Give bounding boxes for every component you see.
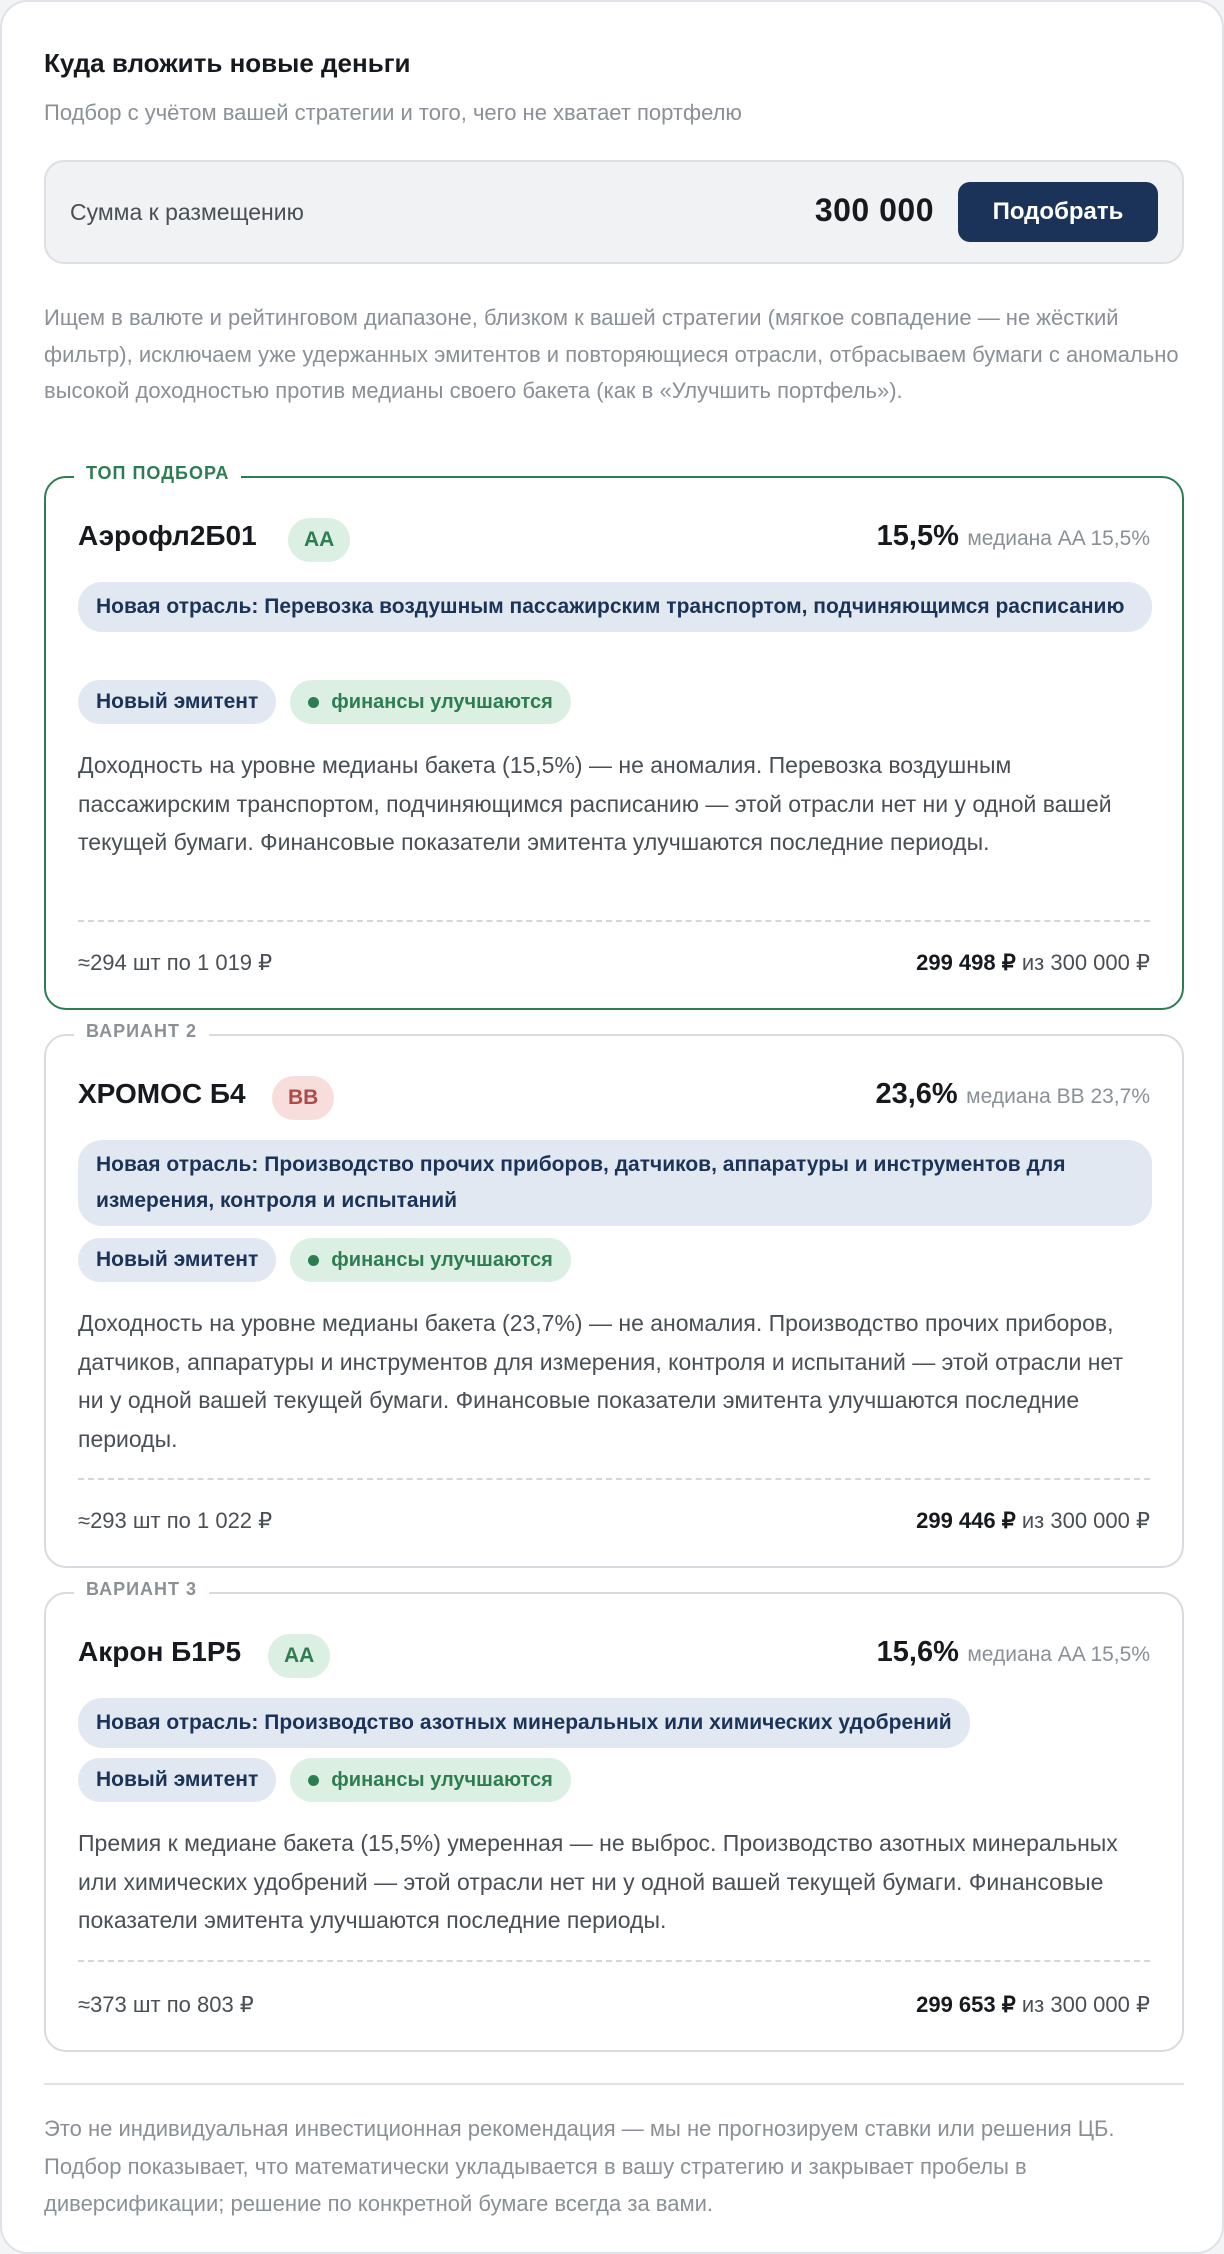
total-text — [916, 1508, 1150, 1534]
bond-name: ХРОМОС Б4 — [78, 1078, 246, 1109]
new-issuer-tag: Новый эмитент — [78, 1238, 276, 1282]
total-of: из 300 000 ₽ — [1021, 950, 1150, 975]
bond-description: Доходность на уровне медианы бакета (23,7%) — не аномалия. Производство прочих приборов, датчиков, аппаратуры и инструментов для измерения, контроля и испытаний — этой отрасли нет ни у одной вашей текущей бумаги. Финансовые показатели эмитента улучшаются последние периоды. — [78, 1310, 1123, 1452]
page-title: Куда вложить новые деньги — [44, 48, 411, 78]
page-subtitle: Подбор с учётом вашей стратегии и того, чего не хватает портфелю — [44, 100, 742, 125]
quantity-text: ≈373 шт по 803 ₽ — [78, 1992, 254, 2017]
status-dot-icon — [308, 697, 319, 708]
finance-improving-tag — [290, 680, 571, 724]
yield-block — [877, 520, 1150, 553]
new-issuer-tag: Новый эмитент — [78, 1758, 276, 1802]
bucket-median: медиана AA 15,5% — [967, 527, 1150, 550]
bond-yield: 23,6% — [875, 1078, 958, 1110]
finance-tag-label: финансы улучшаются — [331, 690, 553, 713]
quantity-text: ≈293 шт по 1 022 ₽ — [78, 1508, 273, 1533]
tag-row — [78, 1758, 571, 1802]
amount-input[interactable]: 300 000 — [814, 192, 934, 228]
finance-tag-label: финансы улучшаются — [331, 1768, 553, 1791]
yield-block — [875, 1078, 1150, 1111]
quantity-text: ≈294 шт по 1 019 ₽ — [78, 950, 273, 975]
status-dot-icon — [308, 1775, 319, 1786]
total-of: из 300 000 ₽ — [1021, 1508, 1150, 1533]
amount-box — [44, 160, 1184, 264]
rating-badge: AA — [268, 1634, 330, 1678]
total-of: из 300 000 ₽ — [1021, 1992, 1150, 2017]
total-text — [916, 950, 1150, 976]
card-legend: ВАРИАНТ 2 — [74, 1021, 209, 1042]
card-header — [78, 1634, 1150, 1678]
rating-badge: BB — [272, 1076, 334, 1120]
total-amount: 299 446 ₽ — [916, 1508, 1016, 1533]
total-amount: 299 498 ₽ — [916, 950, 1016, 975]
card-header — [78, 1076, 1150, 1120]
bond-name: Аэрофл2Б01 — [78, 520, 257, 551]
yield-block — [877, 1636, 1150, 1669]
bond-yield: 15,5% — [876, 520, 959, 552]
bucket-median: медиана BB 23,7% — [966, 1085, 1150, 1108]
sector-badge: Новая отрасль: Производство прочих приборов, датчиков, аппаратуры и инструментов для измерения, контроля и испытаний — [78, 1140, 1152, 1226]
bond-description: Доходность на уровне медианы бакета (15,5%) — не аномалия. Перевозка воздушным пассажирским транспортом, подчиняющимся расписанию — этой отрасли нет ни у одной вашей текущей бумаги. Финансовые показатели эмитента улучшаются последние периоды. — [78, 752, 1112, 855]
rating-badge: AA — [288, 518, 350, 562]
card-divider — [78, 920, 1150, 922]
new-issuer-tag: Новый эмитент — [78, 680, 276, 724]
tag-row — [78, 680, 571, 724]
bond-yield: 15,6% — [876, 1636, 959, 1668]
bond-description: Премия к медиане бакета (15,5%) умеренная — не выброс. Производство азотных минеральных или химических удобрений — этой отрасли нет ни у одной вашей текущей бумаги. Финансовые показатели эмитента улучшаются последние периоды. — [78, 1830, 1118, 1933]
card-header — [78, 518, 1150, 562]
finance-tag-label: финансы улучшаются — [331, 1248, 553, 1271]
card-divider — [78, 1478, 1150, 1480]
finance-improving-tag — [290, 1238, 571, 1282]
sector-badge: Новая отрасль: Производство азотных минеральных или химических удобрений — [78, 1698, 970, 1748]
bond-name: Акрон Б1Р5 — [78, 1636, 242, 1667]
sector-badge: Новая отрасль: Перевозка воздушным пассажирским транспортом, подчиняющимся расписанию — [78, 582, 1152, 632]
bond-card-top[interactable] — [44, 463, 1184, 1010]
amount-label: Сумма к размещению — [70, 199, 304, 225]
footer-divider — [44, 2083, 1184, 2085]
status-dot-icon — [308, 1255, 319, 1266]
card-divider — [78, 1960, 1150, 1962]
total-amount: 299 653 ₽ — [916, 1992, 1016, 2017]
card-legend: ТОП ПОДБОРА — [74, 463, 241, 484]
intro-text: Ищем в валюте и рейтинговом диапазоне, близком к вашей стратегии (мягкое совпадение — не жёсткий фильтр), исключаем уже удержанных эмитентов и повторяющиеся отрасли, отбрасываем бумаги с аномально высокой доходностью против медианы своего бакета (как в «Улучшить портфель»). — [44, 305, 1179, 403]
total-text — [916, 1992, 1150, 2018]
tag-row — [78, 1238, 571, 1282]
disclaimer-text: Это не индивидуальная инвестиционная рекомендация — мы не прогнозируем ставки или решения ЦБ. Подбор показывает, что математически укладывается в вашу стратегию и закрывает пробелы в диверсификации; решение по конкретной бумаге всегда за вами. — [44, 2116, 1115, 2216]
card-legend: ВАРИАНТ 3 — [74, 1579, 209, 1600]
pick-button[interactable]: Подобрать — [958, 182, 1158, 242]
bucket-median: медиана AA 15,5% — [967, 1643, 1150, 1666]
bond-card-variant-3[interactable] — [44, 1579, 1184, 2052]
bond-card-variant-2[interactable] — [44, 1021, 1184, 1568]
finance-improving-tag — [290, 1758, 571, 1802]
